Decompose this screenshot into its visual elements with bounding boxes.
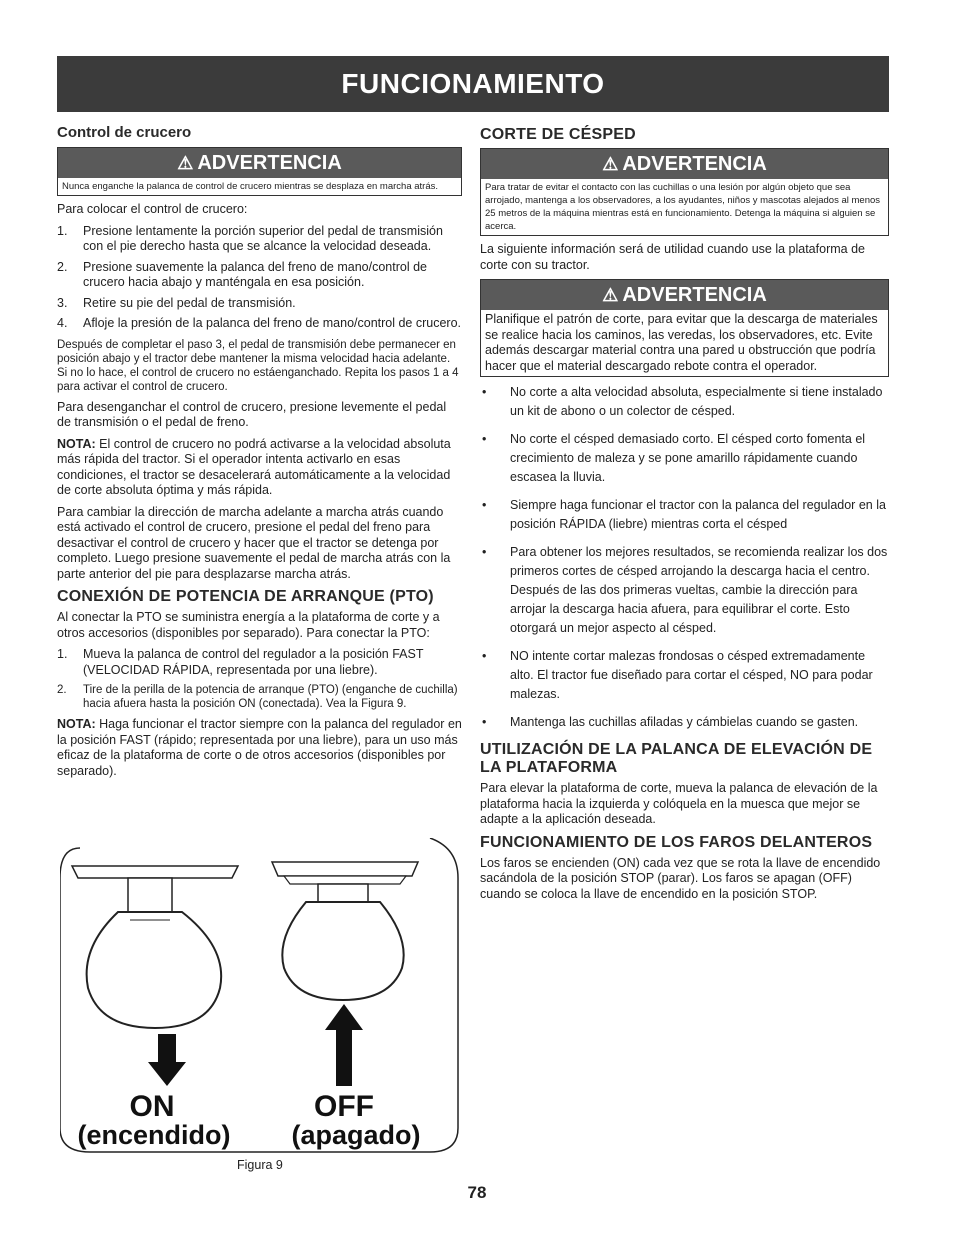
note-paragraph	[57, 437, 462, 499]
list-item	[480, 713, 889, 732]
info-paragraph: La siguiente información será de utilidad cuando use la plataforma de corte con su tractor.	[480, 242, 865, 272]
step-number: 2.	[57, 259, 68, 274]
warning-header	[481, 149, 888, 179]
bullet-icon: •	[482, 545, 487, 559]
bullet-icon: •	[482, 498, 487, 512]
list-item	[57, 316, 462, 332]
list-item	[57, 260, 462, 291]
step-number: 3.	[57, 295, 68, 310]
lift-lever-paragraph: Para elevar la plataforma de corte, mueva la palanca de elevación de la plataforma hacia la izquierda y colóquela en la muesca que mejor se adapte a la aplicación deseada.	[480, 781, 878, 826]
section-banner: FUNCIONAMIENTO	[57, 56, 889, 112]
step-number: 1.	[57, 647, 68, 661]
step-text: Presione suavemente la palanca del freno de mano/control de crucero hacia abajo y manténgala en esa posición.	[83, 259, 427, 289]
off-sublabel: (apagado)	[291, 1120, 421, 1150]
right-column	[480, 120, 889, 908]
warning-header	[481, 280, 888, 310]
mowing-tips	[480, 383, 889, 732]
list-item	[480, 430, 889, 487]
step-text: Tire de la perilla de la potencia de arranque (PTO) (enganche de cuchilla) hacia afuera hasta la posición ON (conectada). Vea la Figura 9.	[83, 684, 458, 710]
note-text: El control de crucero no podrá activarse a la velocidad absoluta más rápida del tractor. Si el operador intenta activarlo en esas condiciones, el tractor se desacelerará automáticamente a la velocidad de corte absoluta óptima y más rápida.	[57, 436, 451, 497]
cruise-steps	[57, 224, 462, 332]
cruise-intro: Para colocar el control de crucero:	[57, 202, 248, 216]
note-paragraph	[57, 717, 462, 779]
knob-off-illustration	[272, 862, 418, 1000]
warning-triangle-icon: ⚠	[177, 153, 194, 173]
bullet-text: Siempre haga funcionar el tractor con la palanca del regulador en la posición RÁPIDA (liebre) mientras corta el césped	[510, 498, 886, 531]
warning-box-blades	[480, 148, 889, 236]
bullet-text: Mantenga las cuchillas afiladas y cámbielas cuando se gasten.	[510, 715, 859, 729]
bullet-icon: •	[482, 649, 487, 663]
list-item	[57, 647, 462, 678]
pto-knob-illustration	[60, 838, 460, 1154]
list-item	[480, 383, 889, 421]
pto-heading: CONEXIÓN DE POTENCIA DE ARRANQUE (PTO)	[57, 588, 434, 605]
bullet-icon: •	[482, 432, 487, 446]
bullet-text: No corte el césped demasiado corto. El césped corto fomenta el crecimiento de maleza y se pone amarillo rápidamente cuando escasea la lluvia.	[510, 432, 866, 484]
list-item	[480, 647, 889, 704]
warning-triangle-icon: ⚠	[602, 285, 619, 305]
bullet-icon: •	[482, 385, 487, 399]
warning-text: Nunca enganche la palanca de control de crucero mientras se desplaza en marcha atrás.	[62, 181, 438, 192]
figure-caption: Figura 9	[237, 1158, 283, 1172]
list-item	[480, 543, 889, 638]
left-column	[57, 120, 462, 785]
mowing-heading: CORTE DE CÉSPED	[480, 126, 636, 143]
list-item	[57, 296, 462, 312]
note-text: Haga funcionar el tractor siempre con la palanca del regulador en la posición FAST (rápido; representada por una liebre), para un uso más eficaz de la plataforma de corte o de otros accesorios (disponibles por separado).	[57, 717, 462, 778]
knob-on-illustration	[72, 866, 238, 1028]
headlights-paragraph: Los faros se encienden (ON) cada vez que se rota la llave de encendido sacándola de la posición STOP (parar). Los faros se apagan (OFF) cuando se coloca la llave de encendido en la posición STOP.	[480, 855, 881, 901]
step-number: 2.	[57, 684, 67, 696]
warning-triangle-icon: ⚠	[602, 154, 619, 174]
page-number: 78	[467, 1183, 487, 1202]
bullet-text: No corte a alta velocidad absoluta, especialmente si tiene instalado un kit de abono o un colector de césped.	[510, 385, 883, 418]
list-item	[57, 683, 462, 711]
warning-box-discharge	[480, 279, 889, 377]
warning-label: ADVERTENCIA	[622, 284, 767, 306]
warning-box-cruise	[57, 147, 462, 196]
figure-pto-knob	[60, 838, 460, 1154]
bullet-text: Para obtener los mejores resultados, se recomienda realizar los dos primeros cortes de césped arrojando la descarga hacia el centro. Después de las dos primeras vueltas, cambie la dirección para arrojar la descarga hacia afuera, para equilibrar el corte. Esto otorgará un mejor aspecto al césped.	[510, 545, 888, 635]
step-text: Presione lentamente la porción superior del pedal de transmisión con el pie derecho hasta que se alcance la velocidad deseada.	[83, 223, 443, 253]
cruise-control-heading: Control de crucero	[57, 124, 192, 141]
headlights-heading: FUNCIONAMIENTO DE LOS FAROS DELANTEROS	[480, 833, 873, 851]
warning-label: ADVERTENCIA	[197, 152, 342, 174]
on-label: ON	[129, 1090, 175, 1123]
step-text: Afloje la presión de la palanca del freno de mano/control de crucero.	[83, 316, 462, 330]
bullet-text: NO intente cortar malezas frondosas o césped extremadamente alto. El tractor fue diseñado para cortar el césped, NO para podar malezas.	[510, 649, 873, 701]
arrow-down-icon	[148, 1034, 186, 1086]
step-number: 4.	[57, 316, 68, 330]
warning-text: Para tratar de evitar el contacto con las cuchillas o una lesión por algún objeto que sea arrojado, mantenga a los observadores, a los ayudantes, niños y mascotas alejados al menos 25 metros de la máquina mientras está en funcionamiento. Detenga la máquina si alguien se acerca.	[485, 182, 881, 232]
pto-intro: Al conectar la PTO se suministra energía a la plataforma de corte y a otros accesorios (disponibles por separado). Para conectar la PTO:	[57, 610, 440, 640]
warning-header	[58, 148, 461, 178]
step-text: Retire su pie del pedal de transmisión.	[83, 295, 296, 310]
step-number: 1.	[57, 223, 68, 238]
disengage-paragraph: Para desenganchar el control de crucero, presione levemente el pedal de transmisión o el pedal de freno.	[57, 399, 447, 429]
warning-text: Planifique el patrón de corte, para evitar que la descarga de materiales se realice hacia los caminos, las veredas, los observadores, etc. Evite además descargar material contra una pared u obstrucción que podría hacer que el material descargado rebote contra el operador.	[485, 312, 878, 373]
arrow-up-icon	[325, 1004, 363, 1086]
off-label: OFF	[314, 1090, 374, 1123]
pto-steps	[57, 647, 462, 711]
warning-label: ADVERTENCIA	[622, 153, 767, 175]
on-sublabel: (encendido)	[77, 1120, 231, 1150]
note-label: NOTA:	[57, 717, 96, 731]
step-text: Mueva la palanca de control del regulador a la posición FAST (VELOCIDAD RÁPIDA, representada por una liebre).	[83, 647, 424, 677]
list-item	[480, 496, 889, 534]
lift-lever-heading: UTILIZACIÓN DE LA PALANCA DE ELEVACIÓN DE LA PLATAFORMA	[480, 741, 873, 776]
direction-paragraph: Para cambiar la dirección de marcha adelante a marcha atrás cuando está activado el control de crucero, presione el pedal del freno para desactivar el control de crucero y hacer que el tractor se detenga por completo. Luego presione suavemente el pedal de marcha atrás con la parte anterior del pie para desplazarse marcha atrás.	[57, 504, 451, 581]
bullet-icon: •	[482, 715, 487, 729]
note-label: NOTA:	[57, 436, 96, 451]
after-steps-paragraph: Después de completar el paso 3, el pedal de transmisión debe permanecer en posición abajo y el tractor debe mantener la misma velocidad hacia adelante. Si no lo hace, el control de crucero no estáenganchado. Repita los pasos 1 a 4 para activar el control de crucero.	[57, 338, 459, 393]
list-item	[57, 224, 462, 255]
